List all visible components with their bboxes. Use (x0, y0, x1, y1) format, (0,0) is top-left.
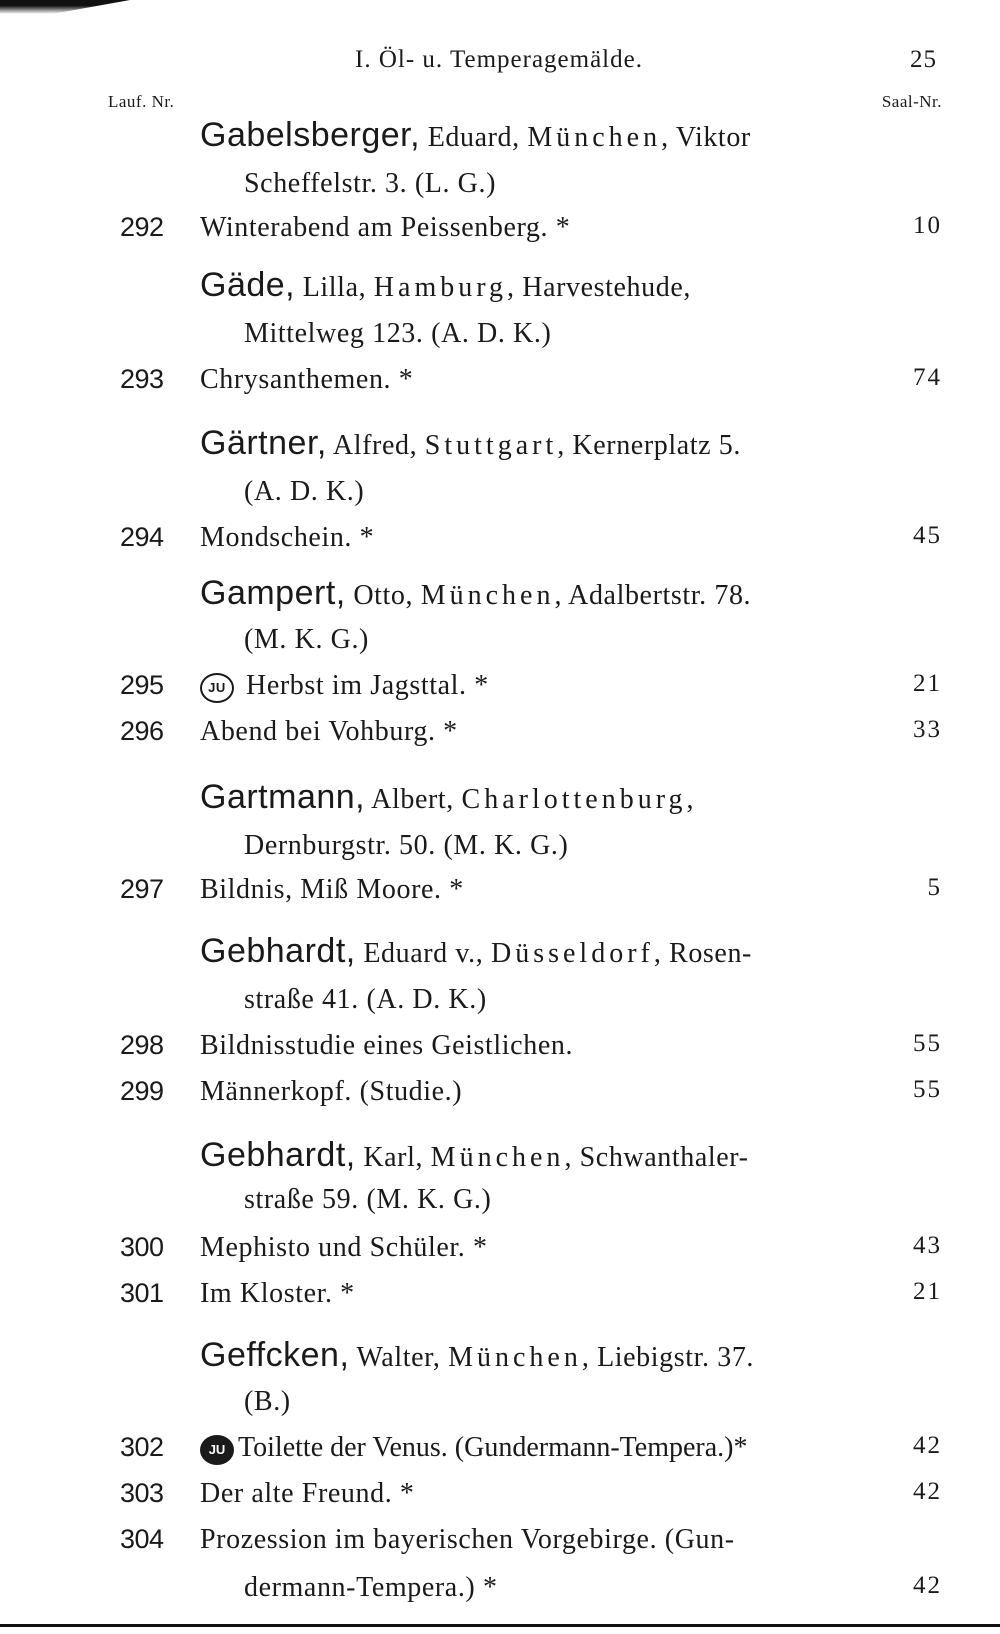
artist-address: , Rosen- (653, 938, 752, 969)
catalog-row (0, 1278, 1000, 1324)
artist-address: , Liebigstr. 37. (581, 1342, 755, 1373)
lauf-number: 294 (120, 522, 164, 552)
lauf-number: 296 (120, 716, 164, 746)
artist-firstname: Lilla, (295, 272, 374, 303)
saal-number: 55 (913, 1030, 942, 1057)
artist-name: Geffcken, (200, 1336, 350, 1374)
artist-firstname: Karl, (355, 1142, 431, 1173)
page-bottom-edge (0, 1624, 1000, 1627)
medal-badge-icon: JU (200, 673, 234, 703)
painting-title-continued: dermann-Tempera.) * (244, 1572, 498, 1603)
saal-number: 10 (913, 212, 942, 239)
artist-firstname: Otto, (345, 580, 421, 611)
lauf-number: 303 (120, 1478, 164, 1508)
artist-address: , Kernerplatz 5. (557, 430, 741, 461)
artist-name: Gärtner, (200, 424, 327, 462)
artist-name: Gebhardt, (200, 1136, 356, 1174)
artist-name: Gartmann, (200, 778, 366, 816)
artist-address-line (0, 168, 1000, 214)
painting-title: Abend bei Vohburg. * (200, 716, 458, 747)
catalog-row (0, 1076, 1000, 1122)
address-line: (A. D. K.) (244, 476, 365, 507)
lauf-number: 302 (120, 1432, 164, 1462)
saal-number: 33 (913, 716, 942, 743)
saal-number: 45 (913, 522, 942, 549)
artist-address-line (0, 318, 1000, 364)
saal-number: 5 (927, 874, 942, 901)
painting-title: Im Kloster. * (200, 1278, 355, 1309)
artist-city: München (420, 580, 555, 611)
artist-firstname: Eduard, (420, 122, 528, 153)
painting-title: Bildnisstudie eines Geistlichen. (200, 1030, 574, 1061)
artist-city: München (527, 122, 662, 153)
saal-number: 42 (913, 1572, 942, 1599)
artist-address: , Harvestehude, (507, 272, 691, 303)
column-header-saal-nr: Saal-Nr. (881, 92, 942, 111)
catalog-row (0, 212, 1000, 258)
saal-number: 43 (913, 1232, 942, 1259)
artist-city: Hamburg (373, 272, 508, 303)
lauf-number: 301 (120, 1278, 164, 1308)
artist-city: München (448, 1342, 582, 1373)
catalog-row-continuation (0, 1572, 1000, 1618)
address-line: Scheffelstr. 3. (L. G.) (244, 168, 497, 199)
artist-address-line (0, 476, 1000, 522)
artist-address: , Viktor (661, 122, 751, 153)
address-line: straße 41. (A. D. K.) (244, 984, 487, 1015)
painting-title: Toilette der Venus. (Gundermann-Tempera.)* (238, 1432, 748, 1463)
artist-entry (0, 1336, 1000, 1382)
artist-address-line (0, 624, 1000, 670)
medal-badge-icon: JU (200, 1435, 234, 1465)
saal-number: 42 (913, 1432, 942, 1459)
catalog-row (0, 1232, 1000, 1278)
catalog-row (0, 670, 1000, 716)
lauf-number: 300 (120, 1232, 164, 1262)
catalog-row (0, 522, 1000, 568)
artist-name: Gampert, (200, 574, 346, 612)
artist-address-line (0, 1184, 1000, 1230)
artist-city: München (430, 1142, 565, 1173)
artist-entry (0, 778, 1000, 824)
artist-firstname: Alfred, (326, 430, 425, 461)
artist-entry (0, 266, 1000, 312)
catalog-row (0, 1030, 1000, 1076)
catalog-row (0, 1524, 1000, 1570)
catalog-row (0, 1432, 1000, 1478)
painting-title: Der alte Freund. * (200, 1478, 415, 1509)
address-line: (M. K. G.) (244, 624, 369, 655)
address-line: Dernburgstr. 50. (M. K. G.) (244, 830, 569, 861)
painting-title: Herbst im Jagsttal. * (246, 670, 489, 701)
painting-title: Prozession im bayerischen Vorgebirge. (Gun- (200, 1524, 735, 1555)
artist-entry (0, 1136, 1000, 1182)
lauf-number: 298 (120, 1030, 164, 1060)
painting-title: Chrysanthemen. * (200, 364, 414, 395)
lauf-number: 293 (120, 364, 164, 394)
artist-address: , Adalbertstr. 78. (554, 580, 752, 611)
catalog-row (0, 716, 1000, 762)
lauf-number: 295 (120, 670, 164, 700)
catalog-row (0, 874, 1000, 920)
artist-city: Düsseldorf (490, 938, 654, 969)
artist-address-line (0, 984, 1000, 1030)
address-line: (B.) (244, 1386, 291, 1417)
lauf-number: 292 (120, 212, 164, 242)
painting-title: Winterabend am Peissenberg. * (200, 212, 571, 243)
painting-title: Männerkopf. (Studie.) (200, 1076, 463, 1107)
catalog-row (0, 364, 1000, 410)
artist-firstname: Eduard v., (355, 938, 491, 969)
scan-corner-mark (0, 0, 130, 14)
saal-number: 55 (913, 1076, 942, 1103)
saal-number: 42 (913, 1478, 942, 1505)
page-number: 25 (910, 46, 937, 73)
saal-number: 21 (913, 1278, 942, 1305)
lauf-number: 299 (120, 1076, 164, 1106)
lauf-number: 297 (120, 874, 164, 904)
lauf-number: 304 (120, 1524, 164, 1554)
artist-name: Gebhardt, (200, 932, 356, 970)
address-line: Mittelweg 123. (A. D. K.) (244, 318, 552, 349)
painting-title: Bildnis, Miß Moore. * (200, 874, 464, 905)
artist-entry (0, 116, 1000, 162)
artist-entry (0, 424, 1000, 470)
saal-number: 74 (913, 364, 942, 391)
artist-firstname: Albert, (365, 784, 462, 815)
column-header-lauf-nr: Lauf. Nr. (108, 92, 175, 111)
artist-name: Gäde, (200, 266, 296, 304)
artist-address: , (686, 784, 695, 815)
artist-address-line (0, 830, 1000, 876)
address-line: straße 59. (M. K. G.) (244, 1184, 492, 1215)
artist-city: Stuttgart (424, 430, 558, 461)
artist-entry (0, 574, 1000, 620)
artist-firstname: Walter, (349, 1342, 449, 1373)
artist-address: , Schwanthaler- (564, 1142, 749, 1173)
painting-title: Mephisto und Schüler. * (200, 1232, 488, 1263)
section-title: I. Öl- u. Temperagemälde. (355, 46, 643, 73)
catalog-row (0, 1478, 1000, 1524)
saal-number: 21 (913, 670, 942, 697)
artist-entry (0, 932, 1000, 978)
artist-city: Charlottenburg (461, 784, 687, 815)
artist-address-line (0, 1386, 1000, 1432)
painting-title: Mondschein. * (200, 522, 375, 553)
artist-name: Gabelsberger, (200, 116, 421, 154)
